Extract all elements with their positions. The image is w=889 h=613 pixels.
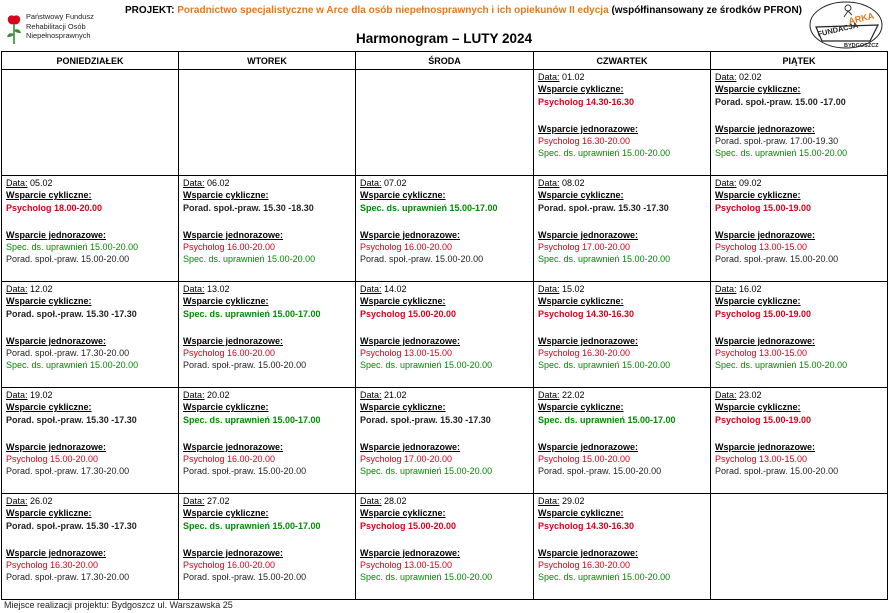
spacer bbox=[6, 214, 178, 229]
spacer bbox=[715, 108, 887, 123]
cyclic-heading: Wsparcie cykliczne: bbox=[360, 508, 446, 519]
oneoff-session: Psycholog 16.00-20.00 bbox=[183, 242, 276, 253]
cyclic-heading: Wsparcie cykliczne: bbox=[360, 402, 446, 413]
date-line bbox=[715, 177, 887, 189]
spacer bbox=[715, 214, 887, 229]
date-label: Data: bbox=[538, 390, 560, 400]
date-value: 28.02 bbox=[384, 496, 407, 506]
oneoff-session: Psycholog 17.00-20.00 bbox=[538, 242, 631, 253]
cyclic-session: Spec. ds. uprawnień 15.00-17.00 bbox=[183, 308, 321, 319]
oneoff-heading: Wsparcie jednorazowe: bbox=[6, 335, 107, 346]
date-label: Data: bbox=[715, 390, 737, 400]
cyclic-heading: Wsparcie cykliczne: bbox=[6, 190, 92, 201]
date-label: Data: bbox=[360, 284, 382, 294]
date-line bbox=[360, 177, 533, 189]
day-cell bbox=[179, 282, 356, 388]
cyclic-session: Psycholog 15.00-19.00 bbox=[715, 414, 812, 425]
cyclic-session: Psycholog 14.30-16.30 bbox=[538, 96, 635, 107]
oneoff-session: Spec. ds. uprawnień 15.00-20.00 bbox=[538, 254, 671, 265]
date-value: 09.02 bbox=[739, 178, 762, 188]
cyclic-session: Porad. społ.-praw. 15.30 -17.30 bbox=[538, 202, 669, 213]
week-row bbox=[2, 70, 888, 176]
cyclic-session: Psycholog 15.00-19.00 bbox=[715, 202, 812, 213]
oneoff-session: Psycholog 13.00-15.00 bbox=[715, 454, 808, 465]
day-header: PONIEDZIAŁEK bbox=[2, 52, 179, 70]
oneoff-session: Spec. ds. uprawnień 15.00-20.00 bbox=[360, 360, 493, 371]
date-value: 23.02 bbox=[739, 390, 762, 400]
cyclic-session: Psycholog 14.30-16.30 bbox=[538, 520, 635, 531]
oneoff-heading: Wsparcie jednorazowe: bbox=[183, 547, 284, 558]
cyclic-session: Porad. społ.-praw. 15.30 -17.30 bbox=[360, 414, 491, 425]
date-line bbox=[183, 177, 355, 189]
oneoff-heading: Wsparcie jednorazowe: bbox=[715, 123, 816, 134]
day-cell bbox=[711, 282, 888, 388]
oneoff-heading: Wsparcie jednorazowe: bbox=[360, 229, 461, 240]
oneoff-session: Porad. społ.-praw. 15.00-20.00 bbox=[360, 254, 484, 265]
day-cell bbox=[711, 70, 888, 176]
cyclic-session: Psycholog 15.00-20.00 bbox=[360, 520, 457, 531]
date-label: Data: bbox=[715, 284, 737, 294]
date-line bbox=[360, 495, 533, 507]
oneoff-session: Psycholog 16.30-20.00 bbox=[538, 348, 631, 359]
cyclic-heading: Wsparcie cykliczne: bbox=[715, 402, 801, 413]
week-row bbox=[2, 494, 888, 600]
oneoff-heading: Wsparcie jednorazowe: bbox=[360, 547, 461, 558]
day-cell bbox=[356, 70, 534, 176]
oneoff-heading: Wsparcie jednorazowe: bbox=[183, 441, 284, 452]
day-header-row bbox=[2, 52, 888, 70]
spacer bbox=[6, 426, 178, 441]
day-cell bbox=[179, 388, 356, 494]
cyclic-session: Psycholog 18.00-20.00 bbox=[6, 202, 103, 213]
cyclic-heading: Wsparcie cykliczne: bbox=[183, 508, 269, 519]
date-label: Data: bbox=[538, 178, 560, 188]
date-label: Data: bbox=[183, 178, 205, 188]
cyclic-heading: Wsparcie cykliczne: bbox=[6, 508, 92, 519]
cyclic-heading: Wsparcie cykliczne: bbox=[183, 190, 269, 201]
date-value: 07.02 bbox=[384, 178, 407, 188]
pfron-logo-line: Państwowy Fundusz bbox=[26, 12, 94, 21]
oneoff-session: Psycholog 16.00-20.00 bbox=[183, 454, 276, 465]
cyclic-session: Spec. ds. uprawnień 15.00-17.00 bbox=[183, 414, 321, 425]
day-cell bbox=[179, 176, 356, 282]
oneoff-session: Psycholog 16.30-20.00 bbox=[538, 560, 631, 571]
date-label: Data: bbox=[360, 496, 382, 506]
date-line bbox=[360, 283, 533, 295]
week-row bbox=[2, 388, 888, 494]
page-title bbox=[356, 31, 532, 46]
oneoff-heading: Wsparcie jednorazowe: bbox=[715, 229, 816, 240]
day-cell bbox=[2, 494, 179, 600]
oneoff-session: Spec. ds. uprawnień 15.00-20.00 bbox=[183, 254, 316, 265]
spacer bbox=[715, 320, 887, 335]
day-header: PIĄTEK bbox=[711, 52, 888, 70]
oneoff-session: Spec. ds. uprawnień 15.00-20.00 bbox=[538, 360, 671, 371]
date-value: 15.02 bbox=[562, 284, 585, 294]
cyclic-heading: Wsparcie cykliczne: bbox=[538, 508, 624, 519]
date-line bbox=[183, 495, 355, 507]
schedule-table bbox=[1, 51, 888, 600]
cyclic-heading: Wsparcie cykliczne: bbox=[715, 296, 801, 307]
oneoff-session: Psycholog 13.00-15.00 bbox=[360, 560, 453, 571]
spacer bbox=[538, 320, 710, 335]
spacer bbox=[6, 320, 178, 335]
week-row bbox=[2, 176, 888, 282]
oneoff-session: Psycholog 15.00-20.00 bbox=[6, 454, 99, 465]
cyclic-session: Spec. ds. uprawnień 15.00-17.00 bbox=[360, 202, 498, 213]
spacer bbox=[538, 214, 710, 229]
date-value: 14.02 bbox=[384, 284, 407, 294]
date-value: 21.02 bbox=[384, 390, 407, 400]
day-header: WTOREK bbox=[179, 52, 356, 70]
oneoff-heading: Wsparcie jednorazowe: bbox=[6, 229, 107, 240]
oneoff-session: Porad. społ.-praw. 15.00-20.00 bbox=[183, 466, 307, 477]
date-line bbox=[538, 389, 710, 401]
project-name: Poradnictwo specjalistyczne w Arce dla osób niepełnosprawnych i ich opiekunów II edycja bbox=[177, 5, 609, 16]
title-prefix: Harmonogram bbox=[356, 31, 449, 46]
oneoff-session: Psycholog 15.00-20.00 bbox=[538, 454, 631, 465]
pfron-logo bbox=[4, 12, 114, 52]
cyclic-heading: Wsparcie cykliczne: bbox=[183, 402, 269, 413]
cyclic-session: Psycholog 15.00-19.00 bbox=[715, 308, 812, 319]
oneoff-heading: Wsparcie jednorazowe: bbox=[538, 229, 639, 240]
date-label: Data: bbox=[360, 178, 382, 188]
date-value: 05.02 bbox=[30, 178, 53, 188]
date-label: Data: bbox=[6, 390, 28, 400]
oneoff-heading: Wsparcie jednorazowe: bbox=[538, 441, 639, 452]
oneoff-session: Porad. społ.-praw. 17.30-20.00 bbox=[6, 348, 130, 359]
day-cell bbox=[2, 176, 179, 282]
oneoff-session: Psycholog 17.00-20.00 bbox=[360, 454, 453, 465]
date-line bbox=[538, 177, 710, 189]
day-cell bbox=[534, 494, 711, 600]
date-line bbox=[538, 495, 710, 507]
cyclic-session: Porad. społ.-praw. 15.30 -17.30 bbox=[6, 414, 137, 425]
date-line bbox=[538, 71, 710, 83]
day-cell bbox=[2, 388, 179, 494]
oneoff-session: Porad. społ.-praw. 15.00-20.00 bbox=[715, 254, 839, 265]
date-value: 26.02 bbox=[30, 496, 53, 506]
day-cell bbox=[356, 388, 534, 494]
date-value: 27.02 bbox=[207, 496, 230, 506]
logo-word-bydgoszcz: BYDGOSZCZ bbox=[844, 43, 879, 49]
cyclic-session: Porad. społ.-praw. 15.30 -17.30 bbox=[6, 308, 137, 319]
cyclic-session: Porad. społ.-praw. 15.00 -17.00 bbox=[715, 96, 846, 107]
oneoff-session: Psycholog 16.00-20.00 bbox=[360, 242, 453, 253]
day-cell bbox=[534, 70, 711, 176]
spacer bbox=[183, 426, 355, 441]
oneoff-session: Spec. ds. uprawnień 15.00-20.00 bbox=[715, 148, 848, 159]
oneoff-session: Spec. ds. uprawnień 15.00-20.00 bbox=[715, 360, 848, 371]
oneoff-session: Porad. społ.-praw. 17.30-20.00 bbox=[6, 466, 130, 477]
date-label: Data: bbox=[715, 178, 737, 188]
oneoff-session: Psycholog 13.00-15.00 bbox=[360, 348, 453, 359]
pfron-logo-line: Niepełnosprawnych bbox=[26, 31, 91, 41]
oneoff-heading: Wsparcie jednorazowe: bbox=[6, 441, 107, 452]
spacer bbox=[360, 320, 533, 335]
oneoff-session: Porad. społ.-praw. 15.00-20.00 bbox=[538, 466, 662, 477]
day-cell bbox=[534, 282, 711, 388]
date-label: Data: bbox=[183, 284, 205, 294]
cyclic-heading: Wsparcie cykliczne: bbox=[360, 190, 446, 201]
oneoff-session: Psycholog 16.00-20.00 bbox=[183, 560, 276, 571]
date-label: Data: bbox=[360, 390, 382, 400]
cyclic-heading: Wsparcie cykliczne: bbox=[538, 84, 624, 95]
cyclic-heading: Wsparcie cykliczne: bbox=[538, 190, 624, 201]
oneoff-session: Psycholog 13.00-15.00 bbox=[715, 242, 808, 253]
date-line bbox=[715, 389, 887, 401]
oneoff-session: Porad. społ.-praw. 17.00-19.30 bbox=[715, 136, 839, 147]
oneoff-session: Porad. społ.-praw. 15.00-20.00 bbox=[183, 572, 307, 583]
day-cell bbox=[2, 282, 179, 388]
date-label: Data: bbox=[6, 496, 28, 506]
oneoff-session: Psycholog 16.30-20.00 bbox=[538, 136, 631, 147]
cyclic-heading: Wsparcie cykliczne: bbox=[6, 296, 92, 307]
oneoff-session: Spec. ds. uprawnień 15.00-20.00 bbox=[538, 572, 671, 583]
date-label: Data: bbox=[6, 178, 28, 188]
date-label: Data: bbox=[6, 284, 28, 294]
day-cell bbox=[2, 70, 179, 176]
date-line bbox=[715, 283, 887, 295]
cyclic-session: Spec. ds. uprawnień 15.00-17.00 bbox=[183, 520, 321, 531]
project-line bbox=[125, 5, 802, 16]
day-cell bbox=[179, 70, 356, 176]
date-label: Data: bbox=[183, 390, 205, 400]
day-cell bbox=[179, 494, 356, 600]
spacer bbox=[360, 214, 533, 229]
date-label: Data: bbox=[538, 72, 560, 82]
week-row bbox=[2, 282, 888, 388]
oneoff-session: Psycholog 13.00-15.00 bbox=[715, 348, 808, 359]
day-header: CZWARTEK bbox=[534, 52, 711, 70]
spacer bbox=[360, 426, 533, 441]
day-cell bbox=[356, 176, 534, 282]
spacer bbox=[183, 532, 355, 547]
date-value: 16.02 bbox=[739, 284, 762, 294]
oneoff-session: Porad. społ.-praw. 15.00-20.00 bbox=[6, 254, 130, 265]
spacer bbox=[183, 214, 355, 229]
oneoff-session: Spec. ds. uprawnień 15.00-20.00 bbox=[538, 148, 671, 159]
oneoff-heading: Wsparcie jednorazowe: bbox=[183, 335, 284, 346]
spacer bbox=[538, 426, 710, 441]
spacer bbox=[6, 532, 178, 547]
cyclic-heading: Wsparcie cykliczne: bbox=[6, 402, 92, 413]
oneoff-session: Spec. ds. uprawnień 15.00-20.00 bbox=[360, 572, 493, 583]
oneoff-heading: Wsparcie jednorazowe: bbox=[183, 229, 284, 240]
oneoff-heading: Wsparcie jednorazowe: bbox=[360, 335, 461, 346]
oneoff-heading: Wsparcie jednorazowe: bbox=[538, 547, 639, 558]
pfron-flower-icon bbox=[4, 12, 24, 46]
date-line bbox=[6, 495, 178, 507]
spacer bbox=[715, 426, 887, 441]
date-line bbox=[6, 389, 178, 401]
oneoff-session: Spec. ds. uprawnień 15.00-20.00 bbox=[6, 242, 139, 253]
spacer bbox=[538, 108, 710, 123]
oneoff-heading: Wsparcie jednorazowe: bbox=[715, 441, 816, 452]
day-cell bbox=[711, 176, 888, 282]
date-line bbox=[538, 283, 710, 295]
date-line bbox=[715, 71, 887, 83]
date-value: 02.02 bbox=[739, 72, 762, 82]
pfron-logo-line: Rehabilitacji Osób bbox=[26, 21, 86, 31]
title-month: – LUTY 2024 bbox=[452, 31, 533, 46]
oneoff-session: Spec. ds. uprawnień 15.00-20.00 bbox=[6, 360, 139, 371]
date-value: 01.02 bbox=[562, 72, 585, 82]
oneoff-session: Psycholog 16.00-20.00 bbox=[183, 348, 276, 359]
cyclic-heading: Wsparcie cykliczne: bbox=[715, 84, 801, 95]
date-value: 20.02 bbox=[207, 390, 230, 400]
cyclic-session: Psycholog 14.30-16.30 bbox=[538, 308, 635, 319]
date-line bbox=[6, 283, 178, 295]
date-value: 06.02 bbox=[207, 178, 230, 188]
logo-word-arka: ARKA bbox=[847, 10, 876, 27]
date-value: 29.02 bbox=[562, 496, 585, 506]
date-line bbox=[6, 177, 178, 189]
day-cell bbox=[711, 494, 888, 600]
oneoff-heading: Wsparcie jednorazowe: bbox=[360, 441, 461, 452]
cyclic-heading: Wsparcie cykliczne: bbox=[360, 296, 446, 307]
date-value: 08.02 bbox=[562, 178, 585, 188]
oneoff-session: Psycholog 16.30-20.00 bbox=[6, 560, 99, 571]
oneoff-session: Porad. społ.-praw. 17.30-20.00 bbox=[6, 572, 130, 583]
spacer bbox=[538, 532, 710, 547]
date-line bbox=[183, 283, 355, 295]
oneoff-session: Porad. społ.-praw. 15.00-20.00 bbox=[715, 466, 839, 477]
day-cell bbox=[534, 388, 711, 494]
cyclic-heading: Wsparcie cykliczne: bbox=[538, 296, 624, 307]
date-label: Data: bbox=[538, 496, 560, 506]
date-value: 13.02 bbox=[207, 284, 230, 294]
oneoff-heading: Wsparcie jednorazowe: bbox=[715, 335, 816, 346]
oneoff-heading: Wsparcie jednorazowe: bbox=[6, 547, 107, 558]
day-header: ŚRODA bbox=[356, 52, 534, 70]
date-label: Data: bbox=[183, 496, 205, 506]
date-line bbox=[360, 389, 533, 401]
spacer bbox=[183, 320, 355, 335]
fundacja-arka-logo bbox=[808, 1, 884, 49]
oneoff-heading: Wsparcie jednorazowe: bbox=[538, 123, 639, 134]
day-cell bbox=[534, 176, 711, 282]
project-funding: (współfinansowany ze środków PFRON) bbox=[611, 5, 803, 16]
oneoff-session: Spec. ds. uprawnień 15.00-20.00 bbox=[360, 466, 493, 477]
cyclic-heading: Wsparcie cykliczne: bbox=[538, 402, 624, 413]
oneoff-heading: Wsparcie jednorazowe: bbox=[538, 335, 639, 346]
cyclic-session: Porad. społ.-praw. 15.30 -18.30 bbox=[183, 202, 314, 213]
day-cell bbox=[356, 282, 534, 388]
date-label: Data: bbox=[715, 72, 737, 82]
project-label: PROJEKT: bbox=[125, 5, 175, 16]
cyclic-heading: Wsparcie cykliczne: bbox=[715, 190, 801, 201]
footer-location: Miejsce realizacji projektu: Bydgoszcz ul. Warszawska 25 bbox=[4, 600, 233, 610]
date-value: 12.02 bbox=[30, 284, 53, 294]
spacer bbox=[360, 532, 533, 547]
date-value: 22.02 bbox=[562, 390, 585, 400]
ark-boat-icon bbox=[808, 1, 884, 49]
date-line bbox=[183, 389, 355, 401]
cyclic-session: Psycholog 15.00-20.00 bbox=[360, 308, 457, 319]
cyclic-heading: Wsparcie cykliczne: bbox=[183, 296, 269, 307]
date-label: Data: bbox=[538, 284, 560, 294]
cyclic-session: Porad. społ.-praw. 15.30 -17.30 bbox=[6, 520, 137, 531]
date-value: 19.02 bbox=[30, 390, 53, 400]
schedule-body bbox=[2, 70, 888, 600]
cyclic-session: Spec. ds. uprawnień 15.00-17.00 bbox=[538, 414, 676, 425]
day-cell bbox=[356, 494, 534, 600]
logo-word-fundacja: FUNDACJA bbox=[816, 20, 859, 39]
oneoff-session: Porad. społ.-praw. 15.00-20.00 bbox=[183, 360, 307, 371]
day-cell bbox=[711, 388, 888, 494]
